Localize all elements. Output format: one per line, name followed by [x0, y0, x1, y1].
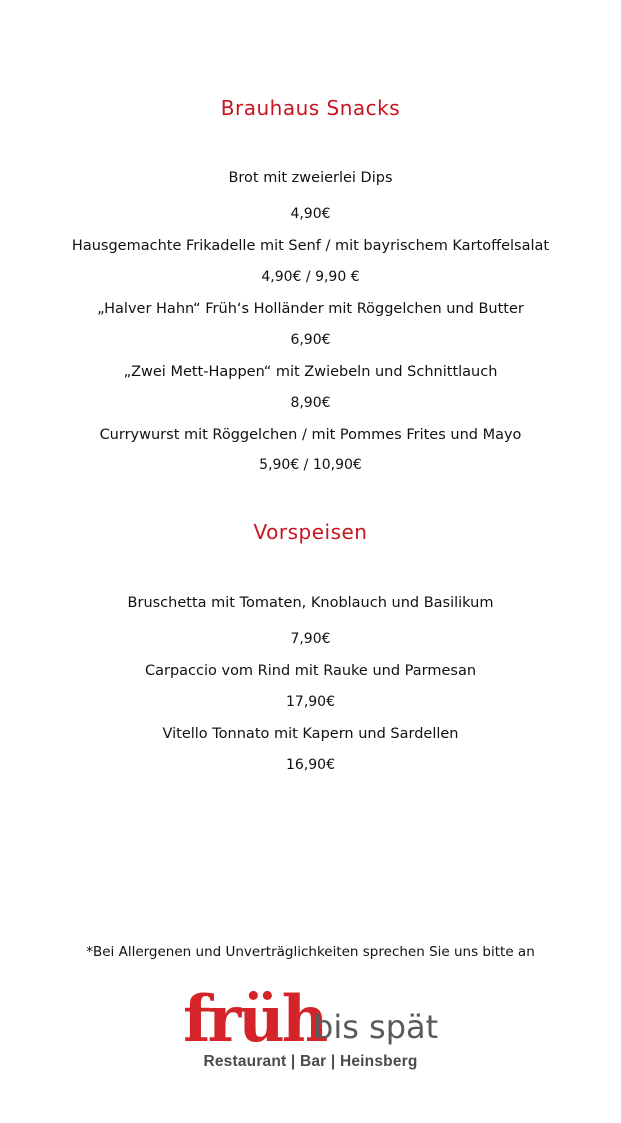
logo-tagline: bis spät — [313, 1008, 439, 1046]
restaurant-logo — [0, 982, 621, 1095]
menu-item-price: 6,90€ — [290, 332, 331, 348]
menu-item-price: 4,90€ — [290, 206, 331, 222]
menu-item-name: Bruschetta mit Tomaten, Knoblauch und Basilikum — [127, 595, 494, 611]
menu-item-name: Currywurst mit Röggelchen / mit Pommes Frites und Mayo — [99, 427, 522, 443]
menu-item-name: Carpaccio vom Rind mit Rauke und Parmesan — [144, 663, 477, 679]
menu-item-name: Hausgemachte Frikadelle mit Senf / mit bayrischem Kartoffelsalat — [71, 238, 550, 254]
menu-item-name: „Halver Hahn“ Früh‘s Holländer mit Röggelchen und Butter — [97, 301, 524, 317]
logo-subline: Restaurant | Bar | Heinsberg — [203, 1053, 418, 1070]
menu-item-name: Vitello Tonnato mit Kapern und Sardellen — [162, 726, 459, 742]
allergen-footnote: *Bei Allergenen und Unverträglichkeiten sprechen Sie uns bitte an — [86, 944, 535, 960]
menu-item-name: „Zwei Mett-Happen“ mit Zwiebeln und Schnittlauch — [123, 364, 498, 380]
section-title-vorspeisen: Vorspeisen — [253, 520, 368, 544]
menu-item-price: 7,90€ — [290, 631, 331, 647]
menu-item-price: 17,90€ — [286, 694, 335, 710]
menu-item-name: Brot mit zweierlei Dips — [228, 170, 393, 186]
menu-item-price: 5,90€ / 10,90€ — [259, 457, 362, 473]
menu-item-price: 8,90€ — [290, 395, 331, 411]
logo-wordmark: früh — [183, 982, 326, 1057]
section-title-brauhaus-snacks: Brauhaus Snacks — [220, 96, 401, 120]
menu-item-price: 16,90€ — [286, 757, 335, 773]
menu-item-price: 4,90€ / 9,90 € — [261, 269, 360, 285]
